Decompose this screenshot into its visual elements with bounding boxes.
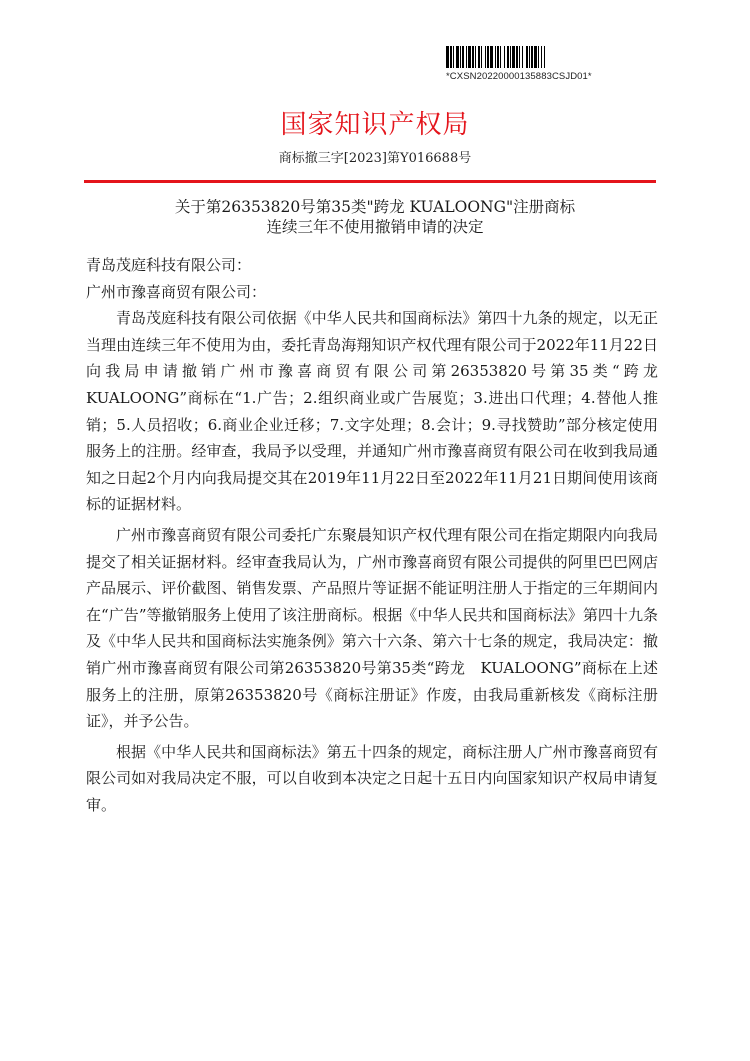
barcode-bars	[446, 46, 642, 68]
decision-title	[0, 197, 750, 237]
barcode-text: *CXSN20220000135883CSJD01*	[446, 71, 592, 82]
title-line-2: 连续三年不使用撤销申请的决定	[266, 218, 484, 236]
barcode	[446, 46, 646, 82]
paragraph-appeal: 根据《中华人民共和国商标法》第五十四条的规定，商标注册人广州市豫喜商贸有限公司如对我局决定不服，可以自收到本决定之日起十五日内向国家知识产权局申请复审。	[86, 742, 658, 814]
paragraph-application: 青岛茂庭科技有限公司依据《中华人民共和国商标法》第四十九条的规定，以无正当理由连续三年不使用为由，委托青岛海翔知识产权代理有限公司于2022年11月22日向我局申请撤销广州市豫喜商贸有限公司第26353820号第35类“跨龙 KUALOONG”商标在“1.广告；2.组织商业或广告展览；3.进出口代理；4.替他人推销；5.人员招收；6.商业企业迁移；7.文字处理；8.会计；9.寻找赞助”部分核定使用服务上的注册。经审查，我局予以受理，并通知广州市豫喜商贸有限公司在收到我局通知之日起2个月内向我局提交其在2019年11月22日至2022年11月21日期间使用该商标的证据材料。	[86, 309, 658, 514]
document-number: 商标撤三字[2023]第Y016688号	[278, 151, 472, 166]
addressee-registrant: 广州市豫喜商贸有限公司：	[86, 282, 267, 301]
title-line-1: 关于第26353820号第35类"跨龙 KUALOONG"注册商标	[174, 198, 576, 216]
document-body	[86, 252, 658, 822]
agency-name: 国家知识产权局	[280, 110, 470, 140]
red-divider	[84, 180, 656, 183]
paragraph-examination: 广州市豫喜商贸有限公司委托广东聚晨知识产权代理有限公司在指定期限内向我局提交了相关证据材料。经审查我局认为，广州市豫喜商贸有限公司提供的阿里巴巴网店产品展示、评价截图、销售发票、产品照片等证据不能证明注册人于指定的三年期间内在“广告”等撤销服务上使用了该注册商标。根据《中华人民共和国商标法》第四十九条及《中华人民共和国商标法实施条例》第六十六条、第六十七条的规定，我局决定：撤销广州市豫喜商贸有限公司第26353820号第35类“跨龙 KUALOONG”商标在上述服务上的注册，原第26353820号《商标注册证》作废，由我局重新核发《商标注册证》，并予公告。	[86, 525, 658, 731]
addressee-applicant: 青岛茂庭科技有限公司：	[86, 256, 252, 274]
